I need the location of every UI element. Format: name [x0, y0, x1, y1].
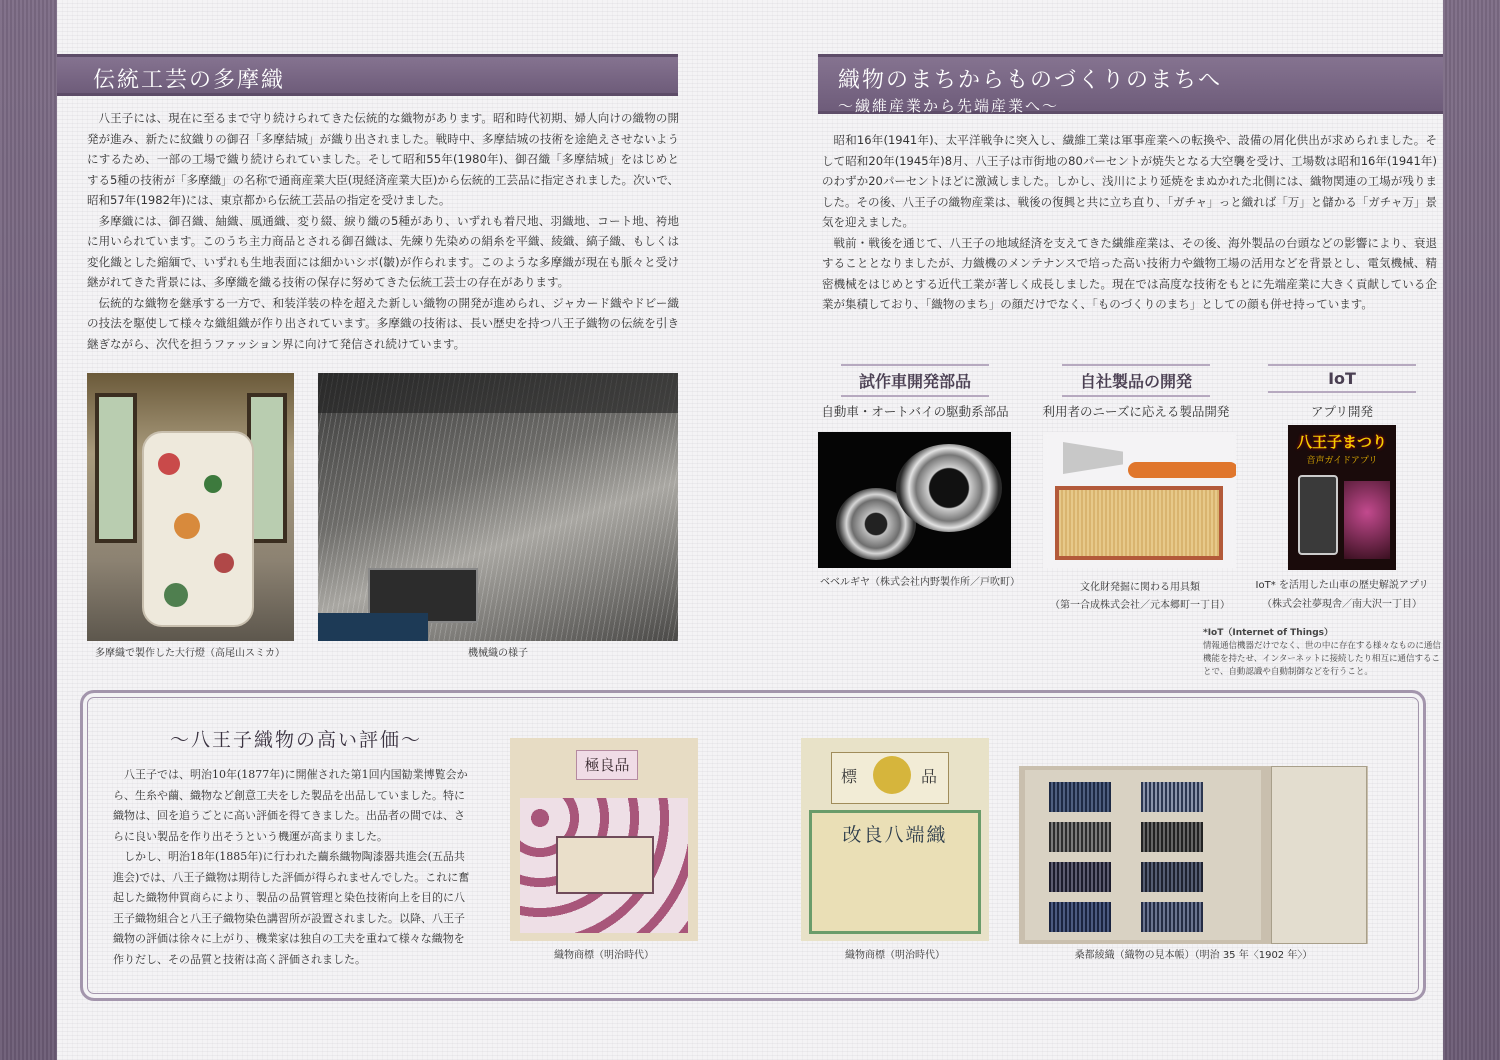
- label2-top-left: 標: [841, 767, 858, 786]
- swatch-shape: [1141, 782, 1203, 812]
- loom-photo: [318, 373, 678, 641]
- book-cover-shape: [1271, 766, 1367, 944]
- section-heading-band-left: [57, 54, 678, 96]
- category-heading-own-products: 自社製品の開発: [1062, 364, 1210, 397]
- loom-photo-caption: 機械織の様子: [468, 648, 528, 659]
- label1-top-text: 極良品: [576, 750, 638, 780]
- section-heading-band-right: [818, 54, 1443, 114]
- trademark-2-caption: 織物商標（明治時代）: [845, 950, 945, 961]
- section-heading-monozukuri: 織物のまちからものづくりのまちへ: [838, 68, 1223, 93]
- swatch-shape: [1141, 902, 1203, 932]
- iot-footnote-text: 情報通信機器だけでなく、世の中に存在する様々なものに通信機能を持たせ、インターネットに接続したり相互に通信することで、自動認識や自動制御などを行うこと。: [1203, 641, 1441, 677]
- brush-shape: [1055, 486, 1223, 560]
- swatch-shape: [1141, 862, 1203, 892]
- label2-main-text: 改良八端織: [842, 824, 948, 846]
- swatch-shape: [1049, 902, 1111, 932]
- iot-app-screenshot: [1288, 425, 1396, 570]
- bevel-gear-photo: [818, 432, 1011, 568]
- swatch-shape: [1049, 862, 1111, 892]
- phone-shape: [1298, 475, 1338, 555]
- tamaori-paragraph-3: 伝統的な織物を継承する一方で、和装洋装の枠を超えた新しい織物の開発が進められ、ジャカード織やドビー織の技法を駆使して様々な織組織が作り出されています。多摩織の技術は、長い歴史を持つ八王子織物の伝統を引き継ぎながら、次代を担うファッション界に向けて発信され続けています。: [87, 295, 679, 351]
- flower-shape: [214, 553, 234, 573]
- tools-caption-line-2: （第一合成株式会社／元本郷町一丁目）: [1050, 600, 1230, 611]
- swatch-shape: [1049, 782, 1111, 812]
- right-side-strip: [1443, 0, 1500, 1060]
- evaluation-paragraph-2: しかし、明治18年(1885年)に行われた繭糸織物陶漆器共進会(五品共進会)では、八王子織物は期待した評価が得られませんでした。これに奮起した織物仲買商らにより、製品の品質管理と染色技術向上を目的に八王子織物組合と八王子織物染色講習所が設置されました。以降、八王子織物の評価は徐々に上がり、機業家は独自の工夫を重ねて様々な織物を作りだし、その品質と技術は高く評価されました。: [113, 850, 470, 966]
- tools-caption-line-1: 文化財発掘に関わる用具類: [1080, 582, 1200, 593]
- app-subtitle: 音声ガイドアプリ: [1306, 456, 1378, 466]
- flower-shape: [158, 453, 180, 475]
- lantern-body-shape: [142, 431, 254, 627]
- evaluation-heading: ～八王子織物の高い評価～: [170, 729, 423, 751]
- festival-figure-shape: [1344, 481, 1390, 559]
- iot-footnote-title: *IoT（Internet of Things）: [1203, 628, 1333, 638]
- app-title: 八王子まつり: [1296, 433, 1387, 451]
- section-subheading: ～繊維産業から先端産業へ～: [838, 97, 1060, 115]
- label2-emblem-shape: [873, 756, 911, 794]
- trowel-handle-shape: [1128, 462, 1236, 478]
- sample-book-photo: [1019, 766, 1368, 944]
- category-subtitle-iot: アプリ開発: [1310, 404, 1373, 419]
- left-side-strip: [0, 0, 57, 1060]
- trowel-blade-shape: [1063, 442, 1123, 474]
- category-subtitle-own-products: 利用者のニーズに応える製品開発: [1042, 404, 1230, 419]
- excavation-tools-photo: [1043, 432, 1236, 568]
- flower-shape: [204, 475, 222, 493]
- monozukuri-paragraph-2: 戦前・戦後を通じて、八王子の地域経済を支えてきた繊維産業は、その後、海外製品の台頭などの影響により、衰退することとなりましたが、力織機のメンテナンスで培った高い技術力や織物工場の活用などを背景とし、電気機械、精密機械をはじめとする近代工業が著しく成長しました。現在では高度な技術をもとに先端産業に大きく貢献している企業が集積しており、「織物のまち」の顔だけでなく、「ものづくりのまち」としての顔も併せ持っています。: [822, 235, 1437, 311]
- loom-beam-shape: [318, 373, 678, 413]
- swatch-shape: [1141, 822, 1203, 852]
- lantern-photo: [87, 373, 294, 641]
- evaluation-body-text: [113, 765, 475, 970]
- window-shape: [95, 393, 137, 543]
- monozukuri-paragraph-1: 昭和16年(1941年)、太平洋戦争に突入し、繊維工業は軍事産業への転換や、設備の屑化供出が求められました。そして昭和20年(1945年)8月、八王子は市街地の80パーセントが焼失となる大空襲を受け、工場数は昭和16年(1941年)のわずか20パーセントほどに激減しました。しかし、浅川により延焼をまぬかれた北側には、織物関連の工場が残りました。その後、八王子の織物産業は、戦後の復興と共に立ち直り、「ガチャ」っと織れば「万」と儲かる「ガチャ万」景気を迎えました。: [822, 133, 1437, 229]
- category-heading-iot: IoT: [1268, 364, 1416, 393]
- tamaori-paragraph-2: 多摩織には、御召織、紬織、風通織、変り綴、綟り織の5種があり、いずれも着尺地、羽織地、コート地、袴地に用いられています。このうち主力商品とされる御召織は、先練り先染めの絹糸を平織、綾織、縞子織、もしくは変化織とした縮緬で、いずれも生地表面には細かいシボ(皺)が作られます。このような多摩織が現在も脈々と受け継がれてきた背景には、多摩織を織る技術の保存に努めてきた伝統工芸士の存在があります。: [87, 213, 679, 289]
- category-heading-prototype: 試作車開発部品: [841, 364, 989, 397]
- gear-large-shape: [896, 444, 1002, 532]
- iot-footnote: [1203, 627, 1443, 679]
- tamaori-paragraph-1: 八王子には、現在に至るまで守り続けられてきた伝統的な織物があります。昭和時代初期、婦人向けの織物の開発が進み、新たに紋織りの御召「多摩結城」が織り出されました。戦時中、多摩結城の技術を途絶えさせないようにするため、一部の工場で織り続けられていました。そして昭和55年(1980年)、御召織「多摩結城」をはじめとする5種の技術が「多摩織」の名称で通商産業大臣(現経済産業大臣)から伝統的工芸品に指定されました。次いで、昭和57年(1982年)には、東京都から伝統工芸品の指定を受けました。: [87, 111, 679, 207]
- trademark-1-caption: 織物商標（明治時代）: [554, 950, 654, 961]
- trademark-label-1: [510, 738, 698, 941]
- sample-book-caption: 桑都綾織（織物の見本帳）（明治 35 年〈1902 年〉）: [1074, 950, 1313, 961]
- app-caption-line-1: IoT* を活用した山車の歴史解説アプリ: [1255, 580, 1429, 591]
- label1-text-panel-shape: [556, 836, 654, 894]
- trademark-label-2: [801, 738, 989, 941]
- section-heading-tamaori: 伝統工芸の多摩織: [93, 68, 286, 93]
- tamaori-body-text: [87, 108, 679, 354]
- label2-top-right: 品: [921, 767, 938, 786]
- flower-shape: [164, 583, 188, 607]
- gear-caption: ベベルギヤ（株式会社内野製作所／戸吹町）: [820, 577, 1020, 588]
- evaluation-paragraph-1: 八王子では、明治10年(1877年)に開催された第1回内国勧業博覧会から、生糸や繭、織物など創意工夫をした製品を出品していました。特に織物は、回を追うごとに高い評価を得てきました。出品者の間では、さらに良い製品を作り出そうという機運が高まりました。: [113, 768, 468, 843]
- lantern-photo-caption: 多摩織で製作した大行燈（高尾山スミカ）: [95, 648, 285, 659]
- category-subtitle-prototype: 自動車・オートバイの駆動系部品: [821, 404, 1009, 419]
- monozukuri-body-text: [822, 130, 1437, 315]
- flower-shape: [174, 513, 200, 539]
- swatch-shape: [1049, 822, 1111, 852]
- app-caption-line-2: （株式会社夢現舎／南大沢一丁目）: [1262, 599, 1422, 610]
- loom-base-shape: [318, 613, 428, 641]
